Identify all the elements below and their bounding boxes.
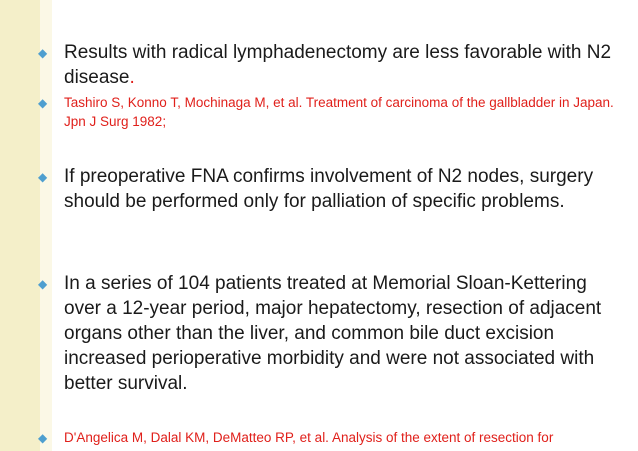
bullet-text: In a series of 104 patients treated at Memorial Sloan-Kettering over a 12-year period, major hepatectomy, resection of adjacent organs other than the liver, and common bile duct excision increased perioperative morbidity and were not associated with better survival. — [64, 273, 602, 394]
bullet-text: Results with radical lymphadenectomy are less favorable with N2 disease. — [64, 42, 612, 88]
reference-text: D'Angelica M, Dalal KM, DeMatteo RP, et al. Analysis of the extent of resection for — [64, 430, 554, 445]
bullet-marker-icon: ◆ — [38, 431, 48, 445]
bullet-marker-icon: ◆ — [38, 277, 48, 291]
bullet-marker-icon: ◆ — [38, 96, 48, 110]
bullet-text: If preoperative FNA confirms involvement of N2 nodes, surgery should be performed only for palliation of specific problems. — [64, 166, 594, 212]
bullet-marker-icon: ◆ — [38, 170, 48, 184]
reference-text: Tashiro S, Konno T, Mochinaga M, et al. Treatment of carcinoma of the gallbladder in Japan. Jpn J Surg 1982; — [64, 95, 614, 129]
bullet-marker-icon: ◆ — [38, 46, 48, 60]
